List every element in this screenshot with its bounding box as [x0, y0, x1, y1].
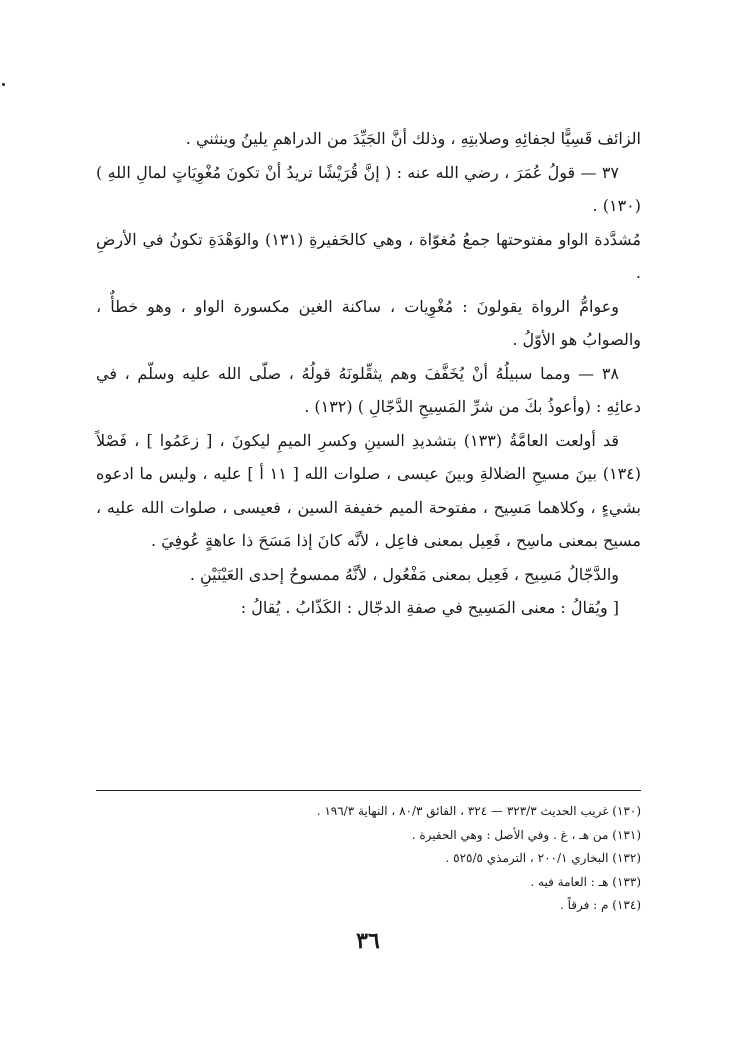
margin-mark [2, 83, 5, 86]
page-number: ٣٦ [356, 928, 380, 954]
footnote: (١٣٣) هـ : العامة فيه . [530, 874, 641, 889]
paragraph: [ ويُقالُ : معنى المَسِيح في صفةِ الدجّال : الكَذّابُ . يُقالُ : [240, 598, 619, 617]
footnote: (١٣١) من هـ ، غ . وفي الأصل : وهي الحفيرة . [411, 827, 641, 842]
paragraph: الزائف قَسِيًّا لجفائِهِ وصلابتِهِ ، وذلك أنَّ الجَيِّدَ من الدراهمِ يلينُ وينثني . [185, 129, 641, 148]
paragraph: مُشدَّدة الواو مفتوحتها جمعُ مُغوّاة ، وهي كالحَفيرةِ (١٣١) والوَهْدَةِ تكونُ في الأرضِ . [96, 229, 641, 282]
footnote: (١٣٠) غريب الحديث ٣٢٣/٣ — ٣٢٤ ، الفائق ٨٠/٣ ، النهاية ١٩٦/٣ . [316, 804, 641, 818]
paragraph: وعوامُّ الرواة يقولونَ : مُغْوِيات ، ساكنة الغين مكسورة الواو ، وهو خطأٌ ، والصوابُ هو الأوّلُ . [96, 296, 641, 349]
footnote-separator [96, 790, 641, 791]
footnote: (١٣٢) البخاري ٢٠٠/١ ، الترمذي ٥٢٥/٥ . [445, 851, 641, 865]
paragraph-entry-38: ٣٨ — ومما سبيلُهُ أنْ يُخَفَّفَ وهم يثقِّلونَهُ قولُهُ ، صلّى الله عليه وسلّم ، في دعائِهِ : (وأعوذُ بكَ من شرِّ المَسِيحِ الدَّجّالِ ) (١٣٢) . [96, 363, 641, 416]
paragraph: والدَّجّالُ مَسِيح ، فَعِيل بمعنى مَفْعُول ، لأنَّهُ ممسوحُ إحدى العَيْنَيْنِ . [189, 564, 619, 584]
paragraph: قد أولعت العامَّةُ (١٣٣) بتشديدِ السينِ وكسرِ الميمِ ليكونَ ، [ زعَمُوا ] ، فَصْلاً (١٣٤) بينَ مسيحِ الضلالةِ وبينَ عيسى ، صلوات الله [ ١١ أ ] عليه ، وليس ما ادعوه بشيءٍ ، وكلاهما مَسِيح ، مفتوحة الميم خفيفة السين ، فعيسى ، صلوات الله عليه ، مسيح بمعنى ماسِح ، فَعِيل بمعنى فاعِل ، لأنَّه كانَ إذا مَسَحَ ذا عاهةٍ عُوفِيَ . [96, 430, 641, 550]
paragraph-entry-37: ٣٧ — قولُ عُمَرَ ، رضي الله عنه : ( إنَّ قُرَيْشًا تريدُ أنْ تكونَ مُغْوِيَاتٍ لمالِ اللهِ ) (١٣٠) . [96, 162, 641, 215]
footnotes [200, 800, 641, 918]
footnote: (١٣٤) م : فرقاً . [559, 898, 641, 912]
main-text [96, 122, 641, 625]
